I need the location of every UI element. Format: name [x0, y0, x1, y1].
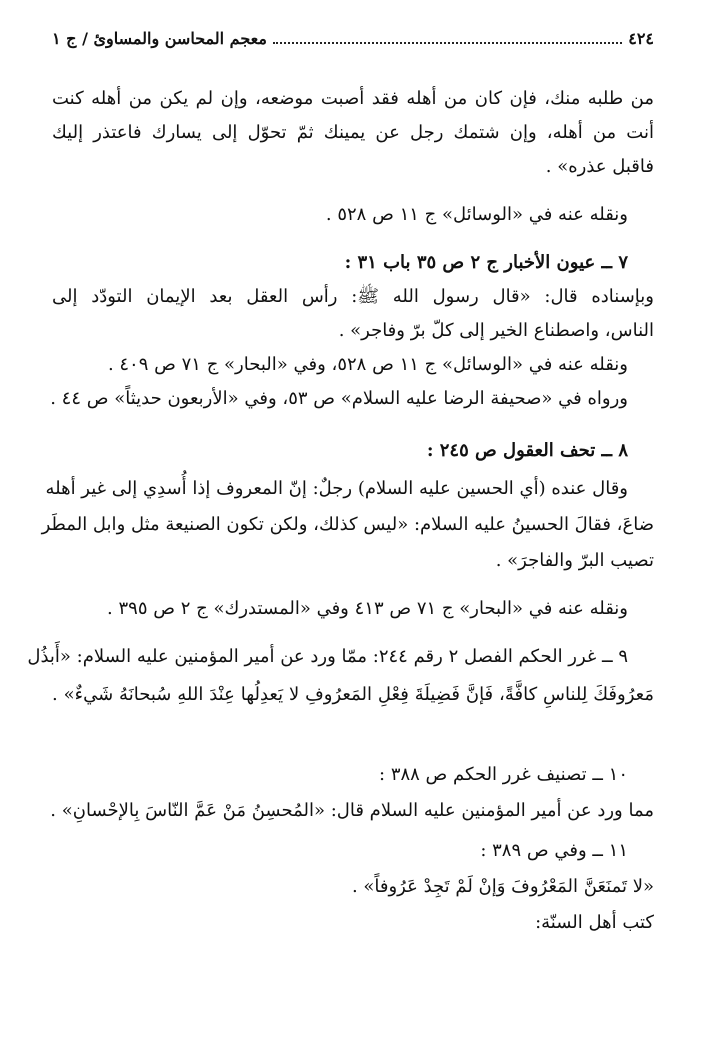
text-line: أنت من أهله، وإن شتمك رجل عن يمينك ثمّ تحوّل إلى يسارك فاعتذر إليك — [52, 122, 654, 143]
text-line: الناس، واصطناع الخير إلى كلّ برّ وفاجر» . — [338, 320, 654, 341]
running-title: معجم المحاسن والمساوئ / ج ١ — [52, 28, 267, 48]
page-number: ٤٢٤ — [628, 28, 654, 48]
text-line: مَعرُوفَكَ لِلناسِ كافَّةً، فَإنَّ فَضِيلَةَ فِعْلِ المَعرُوفِ لا يَعدِلُها عِنْدَ اللهِ سُبحانَهُ شَيءٌ» . — [52, 684, 654, 705]
section-heading: ٩ ــ غرر الحكم الفصل ٢ رقم ٢٤٤: ممّا ورد عن أمير المؤمنين عليه السلام: «أَبذُل — [27, 646, 628, 667]
text-line: ونقله عنه في «البحار» ج ٧١ ص ٤١٣ وفي «المستدرك» ج ٢ ص ٣٩٥ . — [107, 598, 628, 619]
text-line: ورواه في «صحيفة الرضا عليه السلام» ص ٥٣، وفي «الأربعون حديثاً» ص ٤٤ . — [50, 388, 628, 409]
text-line: فاقبل عذره» . — [545, 156, 654, 177]
section-heading: ١٠ ــ تصنيف غرر الحكم ص ٣٨٨ : — [379, 764, 628, 785]
text-line: وقال عنده (أي الحسين عليه السلام) رجلٌ: إنّ المعروف إذا أُسدِي إلى غير أهله — [45, 478, 628, 499]
text-line: ونقله عنه في «الوسائل» ج ١١ ص ٥٢٨، وفي «البحار» ج ٧١ ص ٤٠٩ . — [107, 354, 628, 375]
text-line: مما ورد عن أمير المؤمنين عليه السلام قال: «المُحسِنُ مَنْ عَمَّ النّاسَ بِالإحْسانِ» . — [50, 800, 654, 821]
section-heading: ١١ ــ وفي ص ٣٨٩ : — [480, 840, 628, 861]
page-header — [52, 26, 654, 50]
text-line: من طلبه منك، فإن كان من أهله فقد أصبت موضعه، وإن لم يكن من أهله كنت — [52, 88, 654, 109]
header-dot-leader — [273, 32, 622, 44]
text-line: ونقله عنه في «الوسائل» ج ١١ ص ٥٢٨ . — [325, 204, 628, 225]
text-line: وبإسناده قال: «قال رسول الله ﷺ: رأس العقل بعد الإيمان التودّد إلى — [52, 286, 654, 307]
text-line: ضاعَ، فقالَ الحسينُ عليه السلام: «ليس كذلك، ولكن تكون الصنيعة مثل وابل المطَر — [41, 514, 654, 535]
text-line: «لا تَمنَعَنَّ المَعْرُوفَ وَإنْ لَمْ تَجِدْ عَرُوفاً» . — [351, 876, 654, 897]
section-heading: ٧ ــ عيون الأخبار ج ٢ ص ٣٥ باب ٣١ : — [344, 252, 628, 273]
text-line: كتب أهل السنّة: — [535, 912, 654, 933]
text-line: تصيب البرّ والفاجرَ» . — [495, 550, 654, 571]
section-heading: ٨ ــ تحف العقول ص ٢٤٥ : — [426, 440, 628, 461]
